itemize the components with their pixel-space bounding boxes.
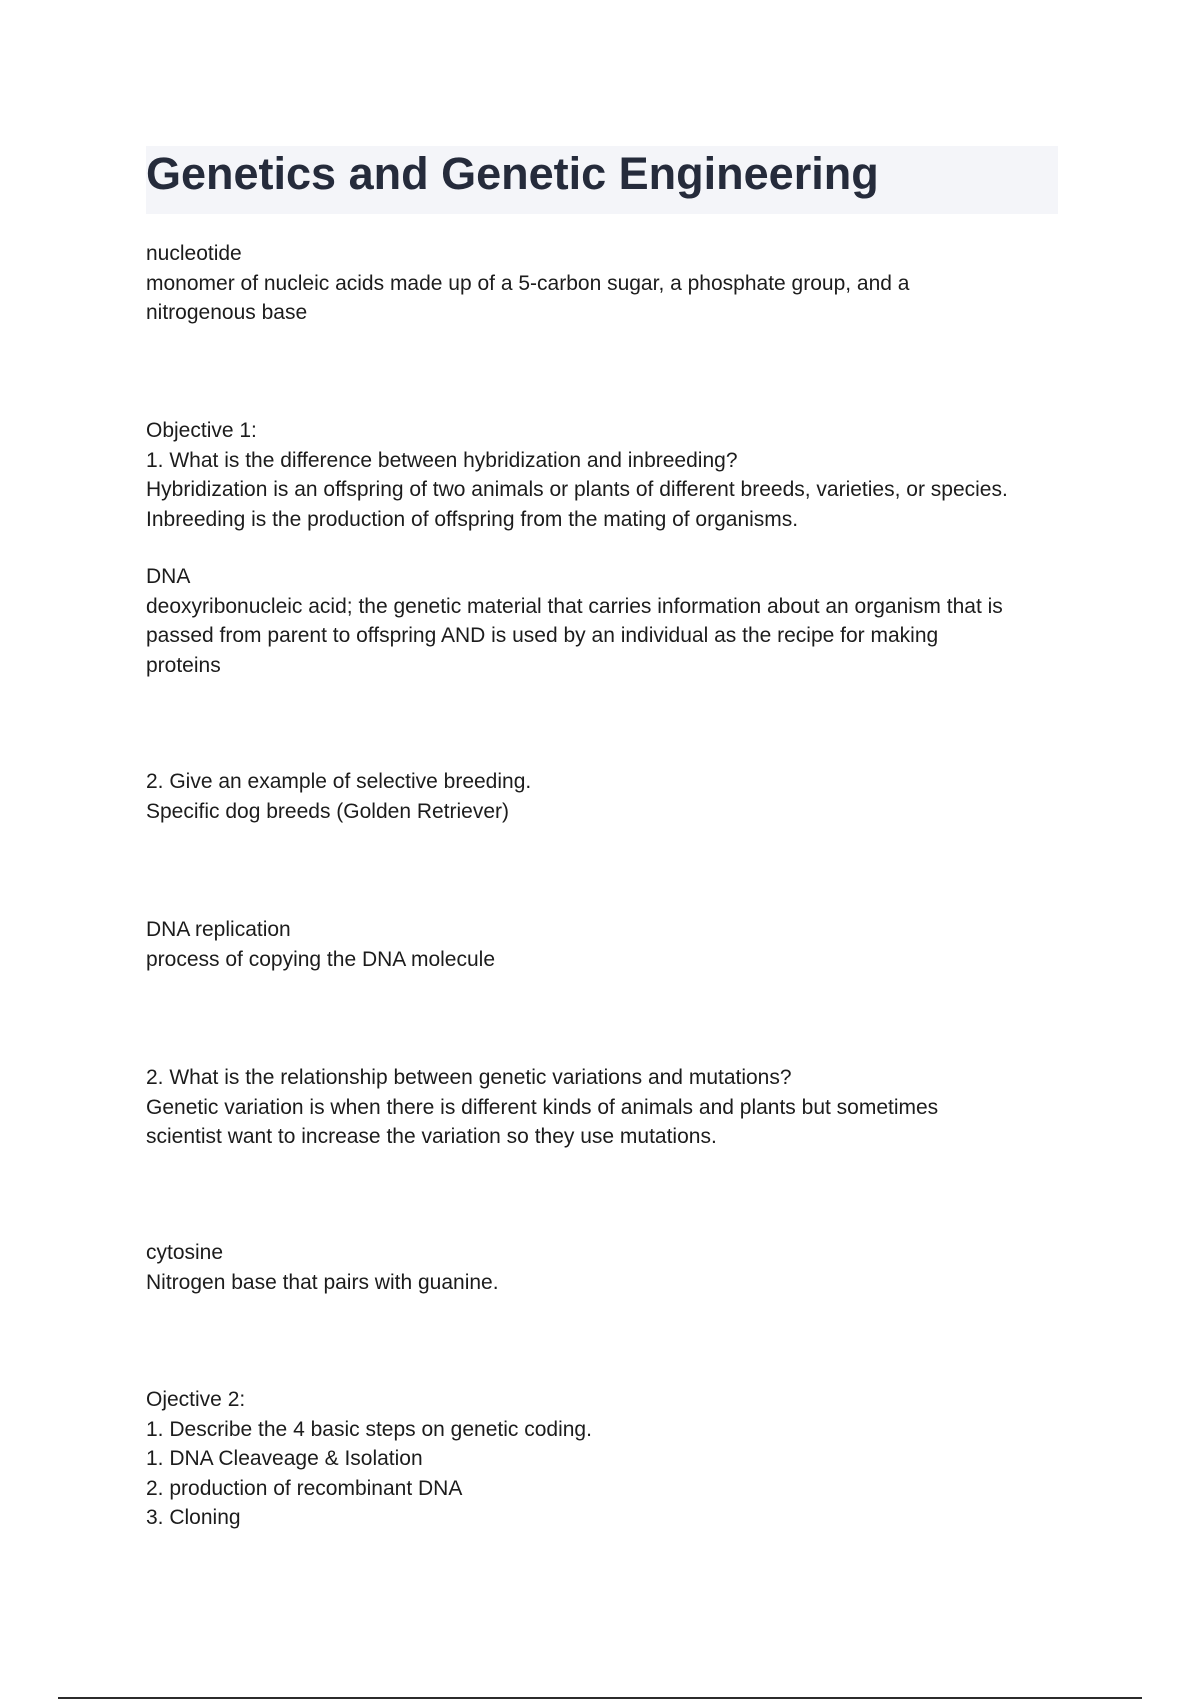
bottom-divider bbox=[58, 1697, 1142, 1699]
section-heading: Ojective 2: bbox=[146, 1388, 246, 1411]
flashcard-entry bbox=[146, 915, 1066, 974]
entry-definition-line: process of copying the DNA molecule bbox=[146, 947, 496, 971]
entry-term: 1. Describe the 4 basic steps on genetic coding. bbox=[146, 1417, 592, 1441]
entry-definition-line: Specific dog breeds (Golden Retriever) bbox=[146, 799, 510, 823]
entry-term: 1. What is the difference between hybridization and inbreeding? bbox=[146, 448, 738, 472]
entry-definition-line: Hybridization is an offspring of two animals or plants of different breeds, varieties, or species. bbox=[146, 478, 1008, 501]
entry-definition-line: monomer of nucleic acids made up of a 5-carbon sugar, a phosphate group, and a bbox=[146, 271, 910, 295]
entry-definition-line: passed from parent to offspring AND is used by an individual as the recipe for making bbox=[146, 624, 939, 647]
entry-term: cytosine bbox=[146, 1241, 224, 1264]
page-title: Genetics and Genetic Engineering bbox=[146, 148, 879, 199]
flashcard-entry bbox=[146, 239, 1066, 328]
entry-definition-line: 1. DNA Cleaveage & Isolation bbox=[146, 1447, 423, 1470]
section-heading: Objective 1: bbox=[146, 419, 257, 442]
entry-definition-line: Inbreeding is the production of offspring from the mating of organisms. bbox=[146, 507, 799, 531]
entry-term: 2. What is the relationship between genetic variations and mutations? bbox=[146, 1066, 792, 1089]
entry-term: 2. Give an example of selective breeding. bbox=[146, 770, 532, 793]
entry-definition-line: 2. production of recombinant DNA bbox=[146, 1476, 463, 1500]
entry-definition-line: Genetic variation is when there is different kinds of animals and plants but sometimes bbox=[146, 1095, 939, 1119]
entry-definition-line: deoxyribonucleic acid; the genetic material that carries information about an organism that is bbox=[146, 594, 1003, 618]
flashcard-entry bbox=[146, 1063, 1066, 1152]
entry-definition-line: Nitrogen base that pairs with guanine. bbox=[146, 1270, 499, 1294]
entry-definition-line: 3. Cloning bbox=[146, 1506, 241, 1529]
flashcard-entry bbox=[146, 767, 1066, 826]
entry-term: DNA replication bbox=[146, 918, 291, 941]
entry-definition-line: scientist want to increase the variation so they use mutations. bbox=[146, 1125, 717, 1148]
flashcard-entry bbox=[146, 416, 1066, 534]
entry-definition-line: proteins bbox=[146, 653, 221, 677]
flashcard-entry bbox=[146, 562, 1066, 680]
flashcard-entry bbox=[146, 1385, 1066, 1533]
flashcard-entry bbox=[146, 1238, 1066, 1297]
entry-term: nucleotide bbox=[146, 242, 242, 265]
entry-term: DNA bbox=[146, 565, 191, 588]
entry-definition-line: nitrogenous base bbox=[146, 301, 308, 324]
